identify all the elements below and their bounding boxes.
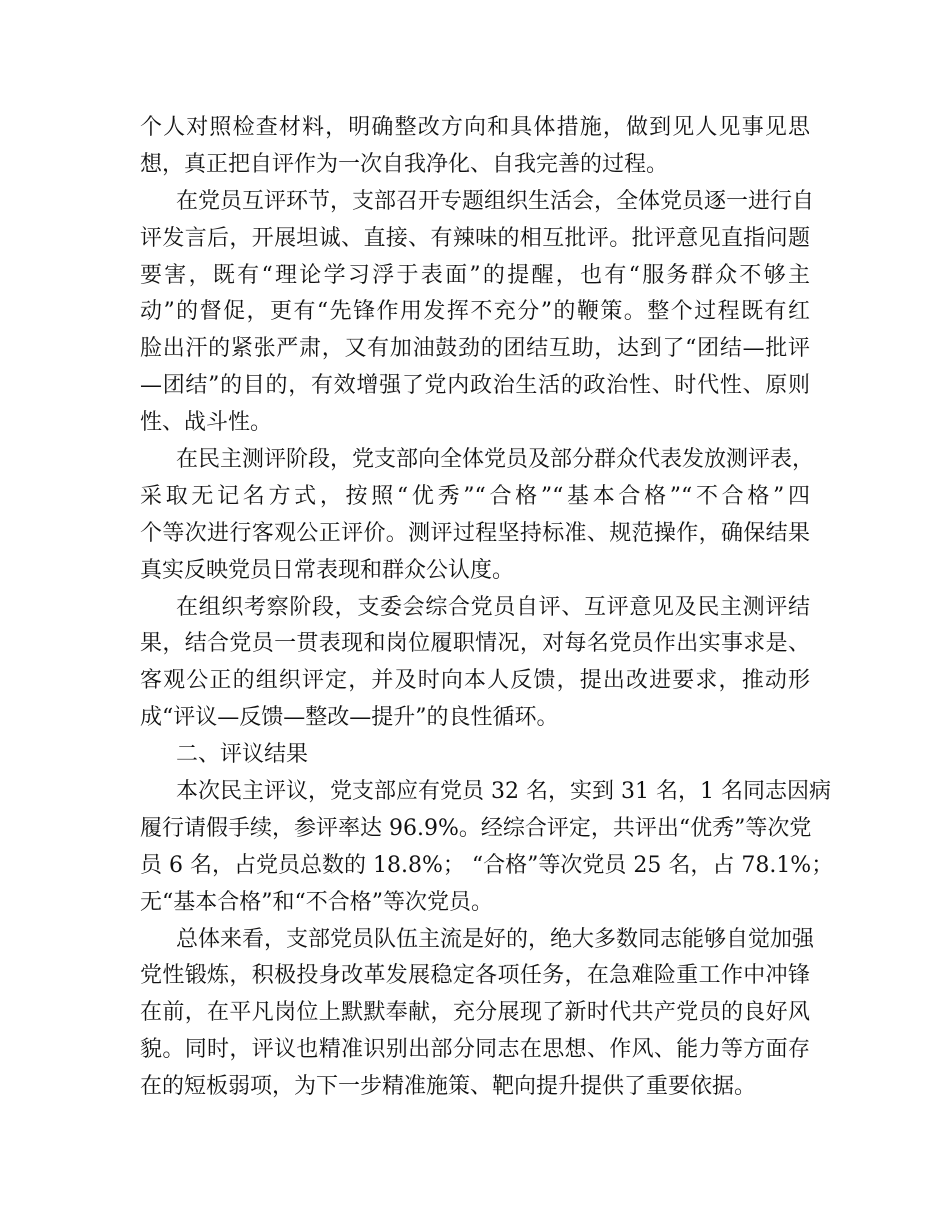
text-line: 在组织考察阶段，支委会综合党员自评、互评意见及民主测评结 [176,594,810,620]
text-line: 个人对照检查材料，明确整改方向和具体措施，做到见人见事见思 [140,115,810,140]
text-line: 履行请假手续，参评率达 96.9%。经综合评定，共评出“优秀”等次党 [140,815,812,841]
text-line: 成“评议—反馈—整改—提升”的良性循环。 [140,705,559,731]
text-line: 员 6 名，占党员总数的 18.8%； “合格”等次党员 25 名，占 78.1%； [140,852,834,878]
document-page [140,110,834,1106]
text-line: 本次民主评议，党支部应有党员 32 名，实到 31 名，1 名同志因病 [176,779,831,805]
text-line: 脸出汗的紧张严肃，又有加油鼓劲的团结互助，达到了“团结—批评 [140,336,810,362]
text-line: 客观公正的组织评定，并及时向本人反馈，提出改进要求，推动形 [140,668,810,694]
text-line: 个等次进行客观公正评价。测评过程坚持标准、规范操作，确保结果 [140,520,810,546]
text-line: 性、战斗性。 [140,410,273,436]
text-line: 想，真正把自评作为一次自我净化、自我完善的过程。 [140,151,669,177]
paragraph [140,922,815,1106]
text-line: 在的短板弱项，为下一步精准施策、靶向提升提供了重要依据。 [140,1074,757,1100]
paragraph [140,110,810,184]
text-line: 党性锻炼，积极投身改革发展稳定各项任务，在急难险重工作中冲锋 [140,963,810,989]
text-line: 要害，既有“理论学习浮于表面”的提醒，也有“服务群众不够主 [140,262,810,288]
text-line: 评发言后，开展坦诚、直接、有辣味的相互批评。批评意见直指问题 [140,225,810,251]
paragraph [140,774,834,922]
text-line: 貌。同时，评议也精准识别出部分同志在思想、作风、能力等方面存 [140,1037,810,1063]
text-line: 总体来看，支部党员队伍主流是好的，绝大多数同志能够自觉加强 [176,926,815,952]
paragraph [140,184,815,442]
text-line: 果，结合党员一贯表现和岗位履职情况，对每名党员作出实事求是、 [140,631,810,657]
text-line: 采取无记名方式，按照“优秀”“合格”“基本合格”“不合格”四 [140,483,810,509]
text-line: 在前，在平凡岗位上默默奉献，充分展现了新时代共产党员的良好风 [140,1000,810,1026]
paragraph [140,737,810,774]
paragraph [140,590,810,738]
paragraph [140,442,815,590]
text-line: 在民主测评阶段，党支部向全体党员及部分群众代表发放测评表， [176,447,815,473]
text-line: —团结”的目的，有效增强了党内政治生活的政治性、时代性、原则 [140,373,810,399]
text-line: 二、评议结果 [176,742,309,768]
text-line: 动”的督促，更有“先锋作用发挥不充分”的鞭策。整个过程既有红 [140,299,810,325]
text-line: 真实反映党员日常表现和群众公认度。 [140,557,515,583]
text-line: 无“基本合格”和“不合格”等次党员。 [140,889,493,915]
text-line: 在党员互评环节，支部召开专题组织生活会，全体党员逐一进行自 [176,188,815,214]
